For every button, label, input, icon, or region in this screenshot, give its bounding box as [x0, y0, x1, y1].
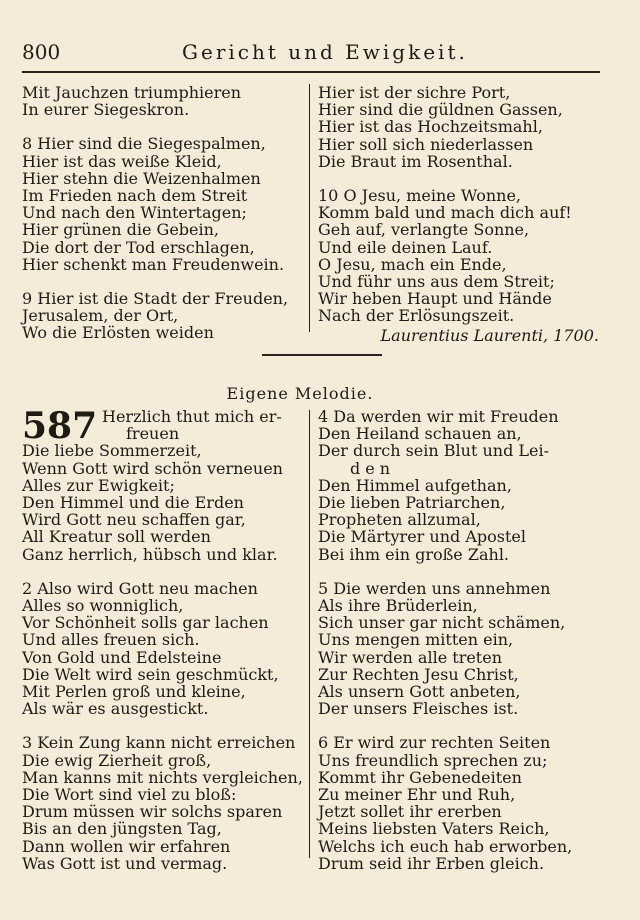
hymn-587-left-column	[22, 405, 304, 873]
verse-line: freuen	[126, 424, 180, 444]
verse-line: Hier schenkt man Freudenwein.	[22, 254, 285, 274]
verse-line: 10 O Jesu, meine Wonne,	[318, 186, 521, 206]
verse-line: 3 Kein Zung kann nicht erreichen	[22, 733, 296, 753]
verse-line: 2 Also wird Gott neu machen	[22, 578, 258, 598]
verse-line: Uns freundlich sprechen zu;	[318, 750, 548, 770]
verse-line: Wo die Erlösten weiden	[22, 323, 214, 343]
verse-line: Geh auf, verlangte Sonne,	[318, 220, 530, 240]
column-divider-top	[309, 84, 310, 332]
verse-line: Und nach den Wintertagen;	[22, 203, 247, 223]
verse-line: Die Braut im Rosenthal.	[318, 151, 513, 171]
verse-line: Die lieben Patriarchen,	[318, 493, 506, 513]
verse-line: Im Frieden nach dem Streit	[22, 186, 248, 206]
verse-4	[318, 408, 603, 563]
verse-8	[22, 135, 300, 273]
verse-line: Von Gold und Edelsteine	[22, 647, 222, 667]
verse-line: Die Welt wird sein geschmückt,	[22, 664, 279, 684]
verse-line: Drum müssen wir solchs sparen	[22, 802, 283, 822]
hymn-number: 587	[22, 405, 98, 447]
verse-line: 5 Die werden uns annehmen	[318, 578, 551, 598]
verse-10	[318, 187, 603, 325]
verse-line: Die liebe Sommerzeit,	[22, 441, 202, 461]
verse-9	[22, 290, 300, 342]
verse-line: Die ewig Zierheit groß,	[22, 750, 212, 770]
verse-line: Welchs ich euch hab erworben,	[318, 836, 573, 856]
verse-9-continued	[318, 84, 603, 170]
verse-line: Jerusalem, der Ort,	[22, 306, 179, 326]
verse-3	[22, 734, 304, 872]
melody-label: Eigene Melodie.	[226, 384, 374, 403]
verse-line: Die Märtyrer und Apostel	[318, 527, 526, 547]
verse-line: 8 Hier sind die Siegespalmen,	[22, 134, 266, 154]
verse-line: Hier soll sich niederlassen	[318, 134, 534, 154]
verse-5	[318, 580, 603, 718]
verse-line: Der durch sein Blut und Lei-	[318, 441, 550, 461]
verse-line: Wir werden alle treten	[318, 647, 503, 667]
hymn-incipit	[102, 408, 304, 442]
verse-6	[318, 734, 603, 872]
previous-hymn-right-column	[318, 84, 603, 344]
verse-line: Der unsers Fleisches ist.	[318, 699, 519, 719]
verse-line: Ganz herrlich, hübsch und klar.	[22, 544, 278, 564]
page-header	[22, 38, 600, 68]
verse-line: Vor Schönheit solls gar lachen	[22, 613, 269, 633]
verse-2	[22, 580, 304, 718]
verse-line: Herzlich thut mich er-	[102, 407, 282, 426]
verse-line: 4 Da werden wir mit Freuden	[318, 407, 559, 426]
verse-line: Den Himmel und die Erden	[22, 493, 244, 513]
verse-line: Nach der Erlösungszeit.	[318, 306, 515, 326]
verse-line: O Jesu, mach ein Ende,	[318, 254, 507, 274]
verse-line: Alles so wonniglich,	[22, 596, 184, 616]
verse-line: Mit Jauchzen triumphieren	[22, 83, 242, 102]
verse-line: Mit Perlen groß und kleine,	[22, 682, 246, 702]
verse-line: Bis an den jüngsten Tag,	[22, 819, 222, 839]
verse-line: Dann wollen wir erfahren	[22, 836, 231, 856]
verse-line: Komm bald und mach dich auf!	[318, 203, 572, 223]
verse-line: Drum seid ihr Erben gleich.	[318, 853, 545, 873]
verse-line: Man kanns mit nichts vergleichen,	[22, 767, 303, 787]
verse-line: 9 Hier ist die Stadt der Freuden,	[22, 289, 289, 309]
verse-7-ending	[22, 84, 300, 118]
verse-line: Wenn Gott wird schön verneuen	[22, 458, 283, 478]
verse-line: Propheten allzumal,	[318, 510, 481, 530]
verse-line: Zu meiner Ehr und Ruh,	[318, 785, 516, 805]
verse-line: Als wär es ausgestickt.	[22, 699, 209, 719]
verse-line: Zur Rechten Jesu Christ,	[318, 664, 519, 684]
verse-line: Uns mengen mitten ein,	[318, 630, 514, 650]
verse-line: Die Wort sind viel zu bloß:	[22, 785, 237, 805]
verse-line: Meins liebsten Vaters Reich,	[318, 819, 550, 839]
verse-line: Bei ihm ein große Zahl.	[318, 544, 510, 564]
verse-line: Was Gott ist und vermag.	[22, 853, 228, 873]
section-divider	[262, 354, 382, 356]
verse-line: Die dort der Tod erschlagen,	[22, 237, 255, 257]
column-divider-bottom	[309, 410, 310, 858]
previous-hymn-left-column	[22, 84, 300, 342]
verse-line: Wird Gott neu schaffen gar,	[22, 510, 246, 530]
hymn-author: Laurentius Laurenti, 1700.	[380, 325, 599, 345]
verse-line: Jetzt sollet ihr ererben	[318, 802, 502, 822]
verse-line: Den Heiland schauen an,	[318, 424, 522, 444]
verse-line: Hier stehn die Weizenhalmen	[22, 168, 261, 188]
running-title: Gericht und Ewigkeit.	[182, 40, 468, 64]
verse-line-continuation: den	[350, 458, 396, 478]
verse-line: Als unsern Gott anbeten,	[318, 682, 521, 702]
verse-line: Und eile deinen Lauf.	[318, 237, 493, 257]
verse-line: Hier ist das Hochzeitsmahl,	[318, 117, 543, 137]
verse-line: Und führ uns aus dem Streit;	[318, 272, 555, 292]
verse-line: Hier sind die güldnen Gassen,	[318, 100, 563, 120]
verse-line: Wir heben Haupt und Hände	[318, 289, 552, 309]
verse-line: Sich unser gar nicht schämen,	[318, 613, 566, 633]
verse-line: Als ihre Brüderlein,	[318, 596, 478, 616]
verse-line: All Kreatur soll werden	[22, 527, 211, 547]
verse-line: 6 Er wird zur rechten Seiten	[318, 733, 551, 753]
page-number: 800	[22, 40, 61, 64]
verse-line: Hier ist der sichre Port,	[318, 83, 511, 102]
verse-line: Hier grünen die Gebein,	[22, 220, 220, 240]
header-rule	[22, 71, 600, 73]
verse-line: Kommt ihr Gebenedeiten	[318, 767, 522, 787]
verse-line: Alles zur Ewigkeit;	[22, 475, 175, 495]
verse-line: Den Himmel aufgethan,	[318, 475, 512, 495]
verse-line: Und alles freuen sich.	[22, 630, 200, 650]
verse-1	[22, 442, 304, 562]
verse-line: Hier ist das weiße Kleid,	[22, 151, 222, 171]
verse-line: In eurer Siegeskron.	[22, 100, 190, 120]
hymn-587-right-column	[318, 408, 603, 872]
